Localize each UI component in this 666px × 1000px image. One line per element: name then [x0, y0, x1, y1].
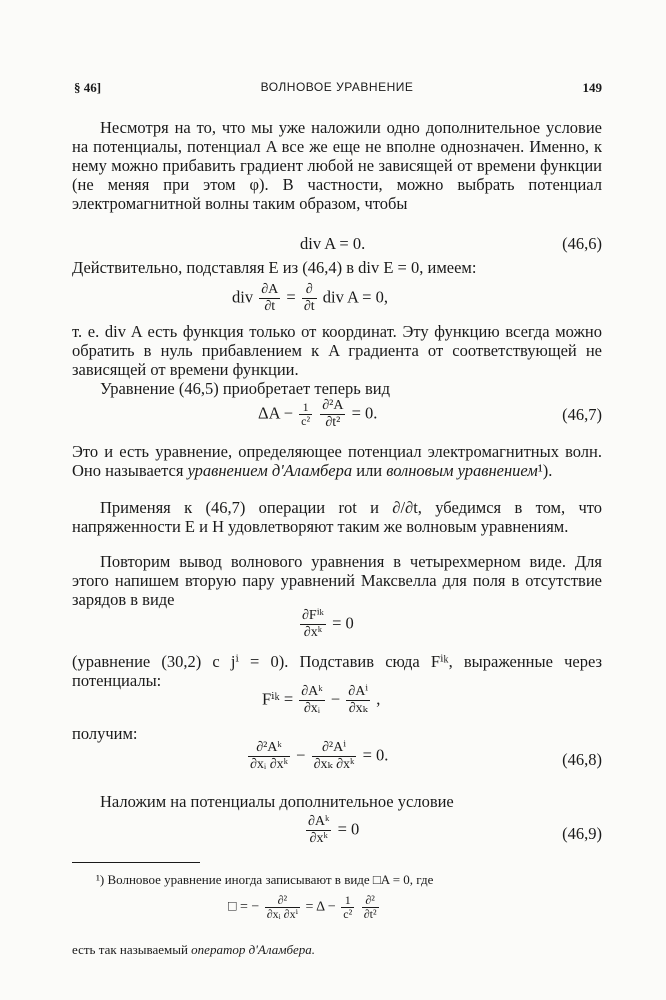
fn-fraction-2 [341, 894, 354, 921]
fn-fraction-1 [265, 894, 300, 921]
equation-46-6-text: div A = 0. [300, 234, 366, 253]
eq4-fraction-2 [346, 684, 370, 717]
eq469-num: ∂Aᵏ [308, 814, 330, 829]
eq4-num1: ∂Aᵏ [301, 684, 323, 699]
equation-3 [298, 608, 354, 641]
paragraph-2: Действительно, подставляя E из (46,4) в div E = 0, имеем: [72, 258, 477, 277]
eq2-equals: = [286, 287, 296, 307]
paragraph-7: Повторим вывод волнового уравнения в четырехмерном виде. Для этого напишем вторую пару уравнений Максвелла для поля в отсутствие зарядов в виде [72, 552, 602, 609]
fn-line2-a: есть так называемый [72, 942, 192, 957]
page-header [72, 80, 602, 100]
eq468-fraction-1 [248, 740, 290, 773]
fn-num3: ∂² [362, 894, 379, 908]
eq467-left: ΔA − [258, 403, 294, 423]
paragraph-1-block [72, 118, 602, 213]
eq2-num2: ∂ [302, 282, 317, 299]
eq467-den1: c² [301, 414, 311, 428]
wave-equation-term: волновым уравнением [386, 461, 538, 480]
fn-num2: 1 [341, 894, 354, 908]
eq467-fraction-2 [320, 398, 345, 431]
equation-46-6-number: (46,6) [562, 234, 602, 253]
fn-num1: ∂² [265, 894, 300, 908]
equation-46-8 [246, 740, 388, 773]
equation-46-9-number: (46,9) [562, 824, 602, 843]
paragraph-4-block [72, 379, 602, 398]
section-marker: § 46] [74, 80, 102, 95]
footnote-line-2 [72, 942, 602, 958]
paragraph-4: Уравнение (46,5) приобретает теперь вид [100, 379, 390, 398]
eq467-den2: ∂t² [325, 415, 341, 430]
eq468-num2: ∂²Aⁱ [312, 740, 357, 757]
equation-46-8-number: (46,8) [562, 750, 602, 769]
paragraph-5 [72, 442, 602, 480]
fn-den3: ∂t² [363, 907, 377, 921]
fn-eq-left: □ = − [228, 899, 260, 915]
paragraph-5-b: или [352, 461, 387, 480]
eq467-num1: 1 [299, 401, 312, 415]
paragraph-9: получим: [72, 724, 138, 743]
paragraph-3-block [72, 322, 602, 379]
eq2-div: div [232, 287, 254, 307]
eq468-den1: ∂xᵢ ∂xᵏ [250, 757, 289, 772]
paragraph-8: (уравнение (30,2) с jⁱ = 0). Подставив сюда Fⁱᵏ, выраженные через потенциалы: [72, 652, 602, 690]
fn-mid: = Δ − [305, 899, 336, 915]
paragraph-6-block [72, 498, 602, 536]
eq2-fraction-1 [259, 282, 280, 315]
eq2-right: div A = 0, [322, 287, 388, 307]
eq468-right: = 0. [362, 745, 389, 765]
dalembert-equation-term: уравнением д'Аламбера [187, 461, 353, 480]
eq4-right: , [376, 689, 381, 709]
footnote-line-1: ¹) Волновое уравнение иногда записывают в виде □A = 0, где [96, 872, 434, 887]
eq4-num2: ∂Aⁱ [348, 684, 369, 699]
equation-46-6 [300, 234, 365, 254]
eq4-den2: ∂xₖ [348, 701, 368, 716]
footnote-rule [72, 862, 200, 863]
eq468-den2: ∂xₖ ∂xᵏ [313, 757, 355, 772]
equation-46-9 [304, 814, 359, 847]
eq2-num1: ∂A [261, 282, 279, 297]
eq469-right: = 0 [337, 819, 360, 839]
eq467-fraction-1 [299, 401, 312, 428]
eq469-den: ∂xᵏ [309, 831, 328, 846]
eq2-den1: ∂t [264, 299, 276, 314]
eq2-den2: ∂t [303, 299, 315, 314]
equation-46-7-number: (46,7) [562, 405, 602, 424]
eq2-fraction-2 [302, 282, 317, 315]
paragraph-10-block [72, 792, 602, 811]
eq4-left: Fⁱᵏ = [262, 689, 294, 709]
eq3-right: = 0 [332, 613, 354, 633]
eq468-num1: ∂²Aᵏ [248, 740, 290, 757]
paragraph-5-block [72, 442, 602, 480]
fn-fraction-3 [362, 894, 379, 921]
equation-2 [232, 282, 388, 315]
eq467-num2: ∂²A [322, 398, 344, 413]
paragraph-3: т. е. div A есть функция только от координат. Эту функцию всегда можно обратить в нуль прибавлением к A градиента от соответствующей не зависящей от времени функции. [72, 322, 602, 379]
paragraph-5-a: Это и есть уравнение, определяющее потенциал электромагнитных волн. Оно называется [72, 442, 602, 480]
paragraph-7-block [72, 552, 602, 609]
eq467-right: = 0. [351, 403, 378, 423]
fn-den2: c² [343, 907, 353, 921]
dalembert-operator-term: оператор д'Аламбера. [191, 942, 316, 957]
eq4-den1: ∂xᵢ [303, 701, 321, 716]
eq3-num: ∂Fⁱᵏ [302, 608, 324, 623]
equation-4 [262, 684, 380, 717]
paragraph-10: Наложим на потенциалы дополнительное условие [100, 792, 454, 811]
eq4-minus: − [330, 689, 341, 709]
equation-46-7 [258, 398, 377, 431]
eq469-fraction [306, 814, 331, 847]
eq3-den: ∂xᵏ [303, 625, 323, 640]
fn-den1: ∂xᵢ ∂xⁱ [266, 907, 298, 921]
paragraph-6: Применяя к (46,7) операции rot и ∂/∂t, убедимся в том, что напряженности E и H удовлетворяют таким же волновым уравнениям. [72, 498, 602, 536]
paragraph-2-block [72, 258, 602, 277]
eq3-fraction [300, 608, 326, 641]
paragraph-1: Несмотря на то, что мы уже наложили одно дополнительное условие на потенциалы, потенциал A все же еще не вполне однозначен. Именно, к нему можно прибавить градиент любой не зависящей от времени функции (не меняя при этом φ). В частности, можно выбрать потенциал электромагнитной волны таким образом, чтобы [72, 118, 602, 213]
footnote-equation [228, 894, 381, 921]
running-title: ВОЛНОВОЕ УРАВНЕНИЕ [260, 80, 414, 94]
eq4-fraction-1 [299, 684, 324, 717]
paragraph-5-c: ¹). [537, 461, 553, 480]
eq468-fraction-2 [312, 740, 357, 773]
eq468-minus: − [296, 745, 306, 765]
page-number: 149 [582, 80, 602, 95]
